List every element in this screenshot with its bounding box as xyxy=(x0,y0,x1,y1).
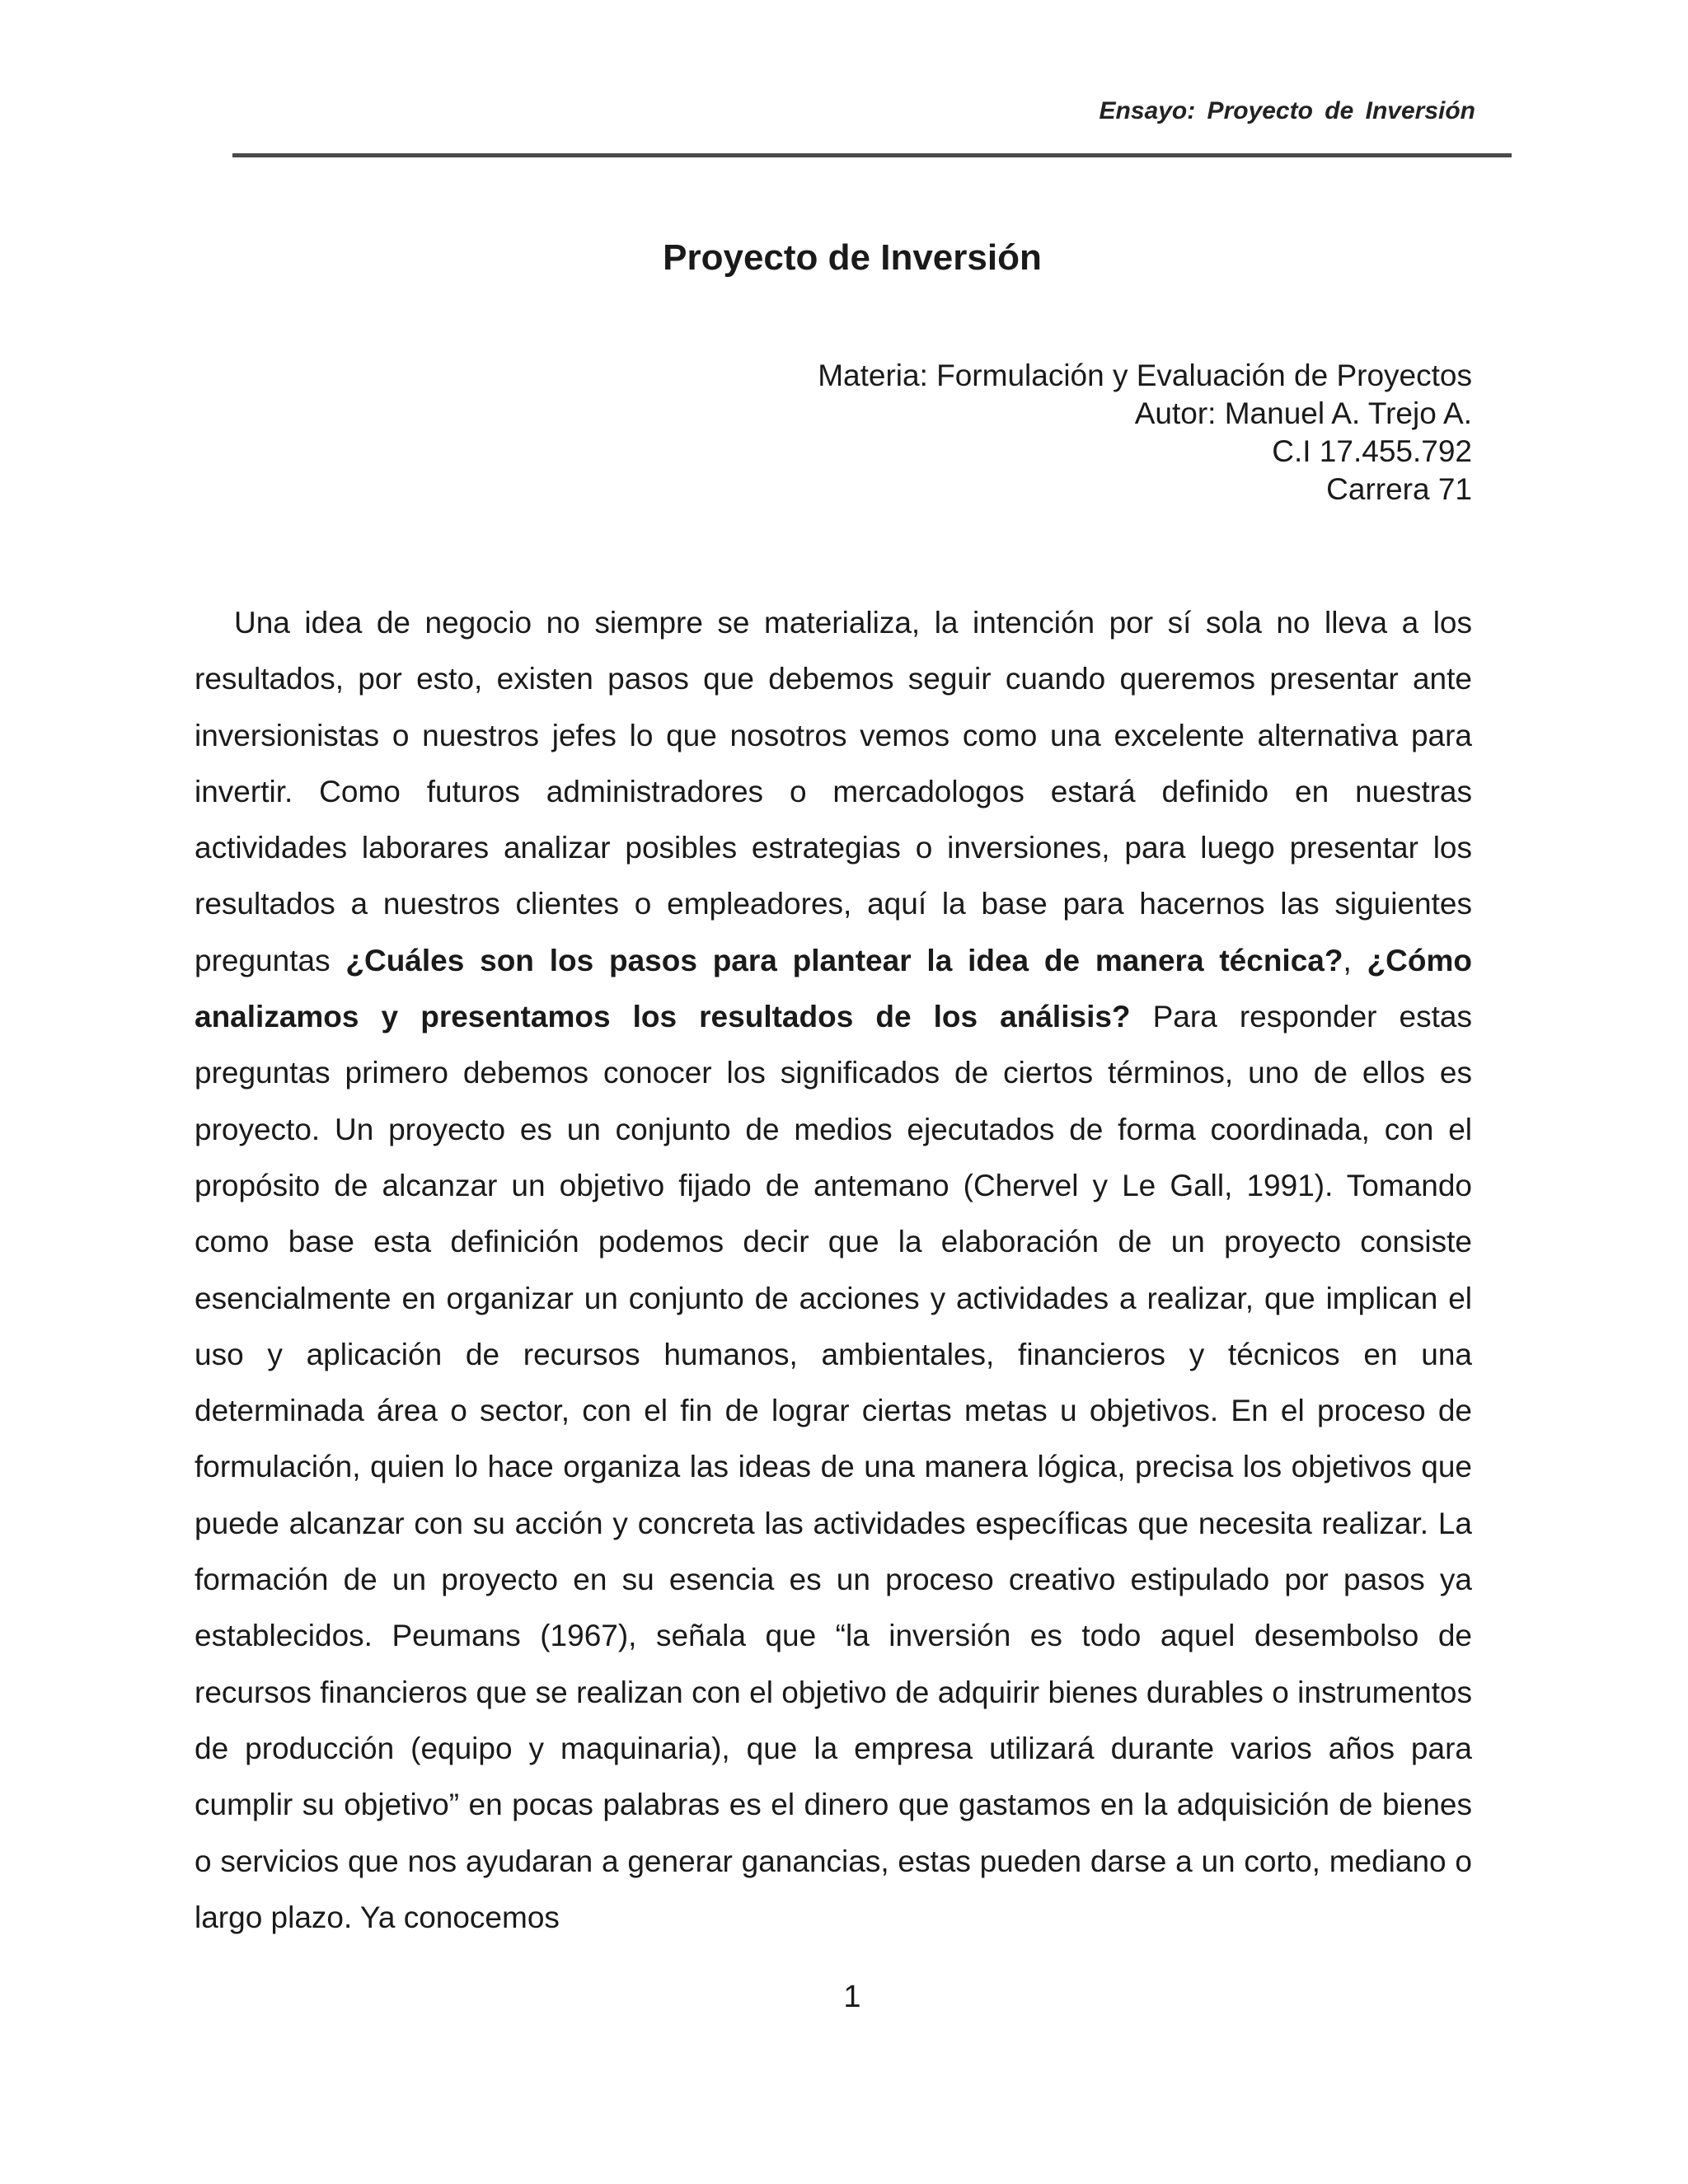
header-rule xyxy=(232,153,1512,157)
question-one: ¿Cuáles son los pasos para plantear la idea de manera técnica? xyxy=(345,943,1343,977)
id-line: C.I 17.455.792 xyxy=(1272,434,1472,468)
subject-line: Materia: Formulación y Evaluación de Proyectos xyxy=(818,359,1472,392)
body-paragraph xyxy=(195,595,1472,1946)
paragraph-text-intro: Una idea de negocio no siempre se materializa, la intención por sí sola no lleva a los resultados, por esto, existen pasos que debemos seguir cuando queremos presentar ante inversionistas o nuestros jefes lo que nosotros vemos como una excelente alternativa para invertir. Como futuros administradores o mercadologos estará definido en nuestras actividades laborares analizar posibles estrategias o inversiones, para luego presentar los resultados a nuestros clientes o empleadores, aquí la base para hacernos las siguientes preguntas xyxy=(195,606,1472,977)
author-line: Autor: Manuel A. Trejo A. xyxy=(1134,396,1472,430)
author-info-block xyxy=(818,357,1472,509)
document-title: Proyecto de Inversión xyxy=(663,237,1042,278)
page-number: 1 xyxy=(843,1980,861,2014)
paragraph-text-body: Para responder estas preguntas primero debemos conocer los significados de ciertos términos, uno de ellos es proyecto. Un proyecto es un conjunto de medios ejecutados de forma coordinada, con el propósito de alcanzar un objetivo fijado de antemano (Chervel y Le Gall, 1991). Tomando como base esta definición podemos decir que la elaboración de un proyecto consiste esencialmente en organizar un conjunto de acciones y actividades a realizar, que implican el uso y aplicación de recursos humanos, ambientales, financieros y técnicos en una determinada área o sector, con el fin de lograr ciertas metas u objetivos. En el proceso de formulación, quien lo hace organiza las ideas de una manera lógica, precisa los objetivos que puede alcanzar con su acción y concreta las actividades específicas que necesita realizar. La formación de un proyecto en su esencia es un proceso creativo estipulado por pasos ya establecidos. Peumans (1967), señala que “la inversión es todo aquel desembolso de recursos financieros que se realizan con el objetivo de adquirir bienes durables o instrumentos de producción (equipo y maquinaria), que la empresa utilizará durante varios años para cumplir su objetivo” en pocas palabras es el dinero que gastamos en la adquisición de bienes o servicios que nos ayudaran a generar ganancias, estas pueden darse a un corto, mediano o largo plazo. Ya conocemos xyxy=(195,1000,1472,1934)
question-separator: , xyxy=(1343,943,1367,977)
question-two: ¿Cómo analizamos y presentamos los resultados de los análisis? xyxy=(195,943,1472,1034)
career-line: Carrera 71 xyxy=(1326,472,1472,506)
running-header: Ensayo: Proyecto de Inversión xyxy=(1099,97,1475,124)
